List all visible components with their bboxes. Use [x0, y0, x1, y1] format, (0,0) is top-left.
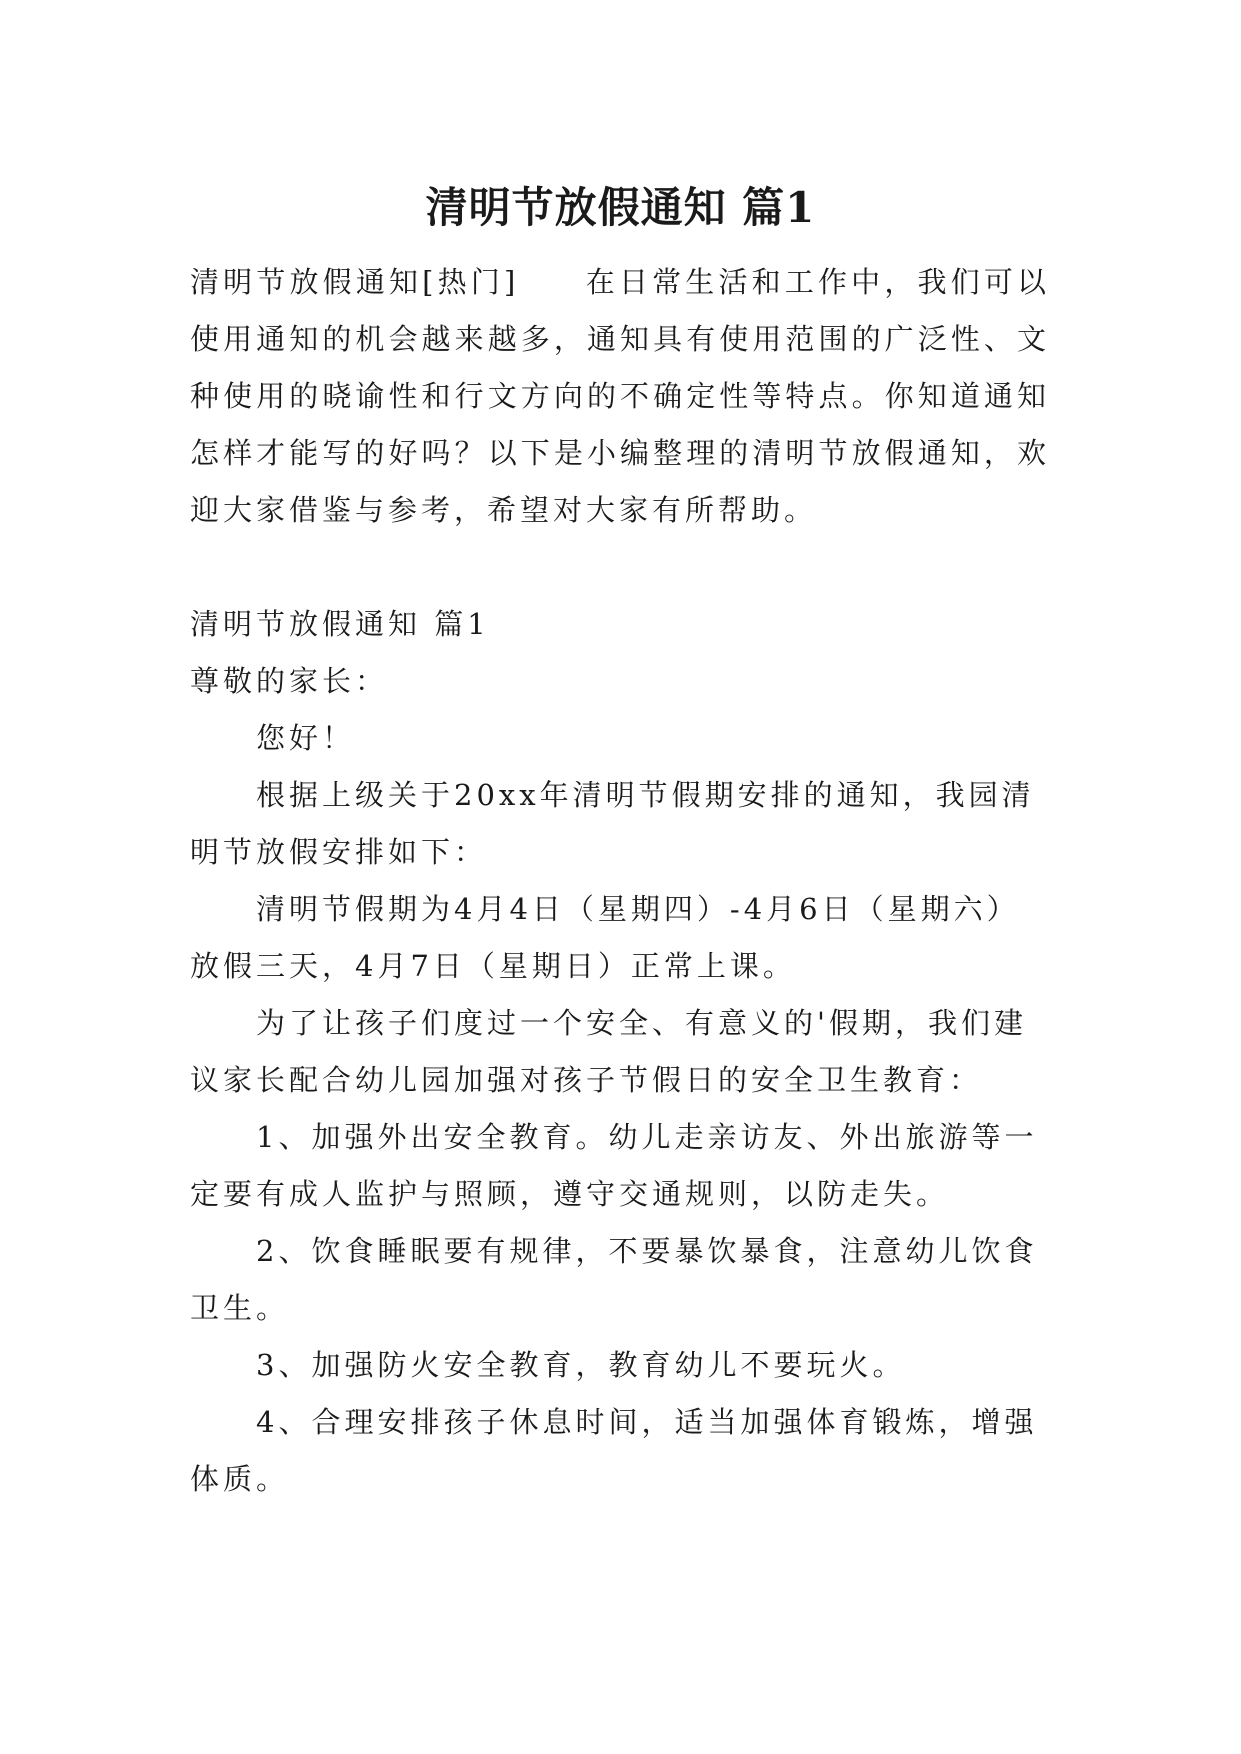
salutation: 尊敬的家长：	[190, 664, 389, 698]
section-heading: 清明节放假通知 篇1	[190, 607, 490, 641]
list-item: 1、加强外出安全教育。幼儿走亲访友、外出旅游等一定要有成人监护与照顾，遵守交通规则，以防走失。	[190, 1120, 1038, 1211]
document-body	[190, 254, 1050, 1508]
list-item: 2、饮食睡眠要有规律，不要暴饮暴食，注意幼儿饮食卫生。	[190, 1234, 1038, 1325]
greeting-paragraph: 您好！	[256, 721, 356, 755]
intro-paragraph: 清明节放假通知[热门] 在日常生活和工作中，我们可以使用通知的机会越来越多，通知具有使用范围的广泛性、文种使用的晓谕性和行文方向的不确定性等特点。你知道通知怎样才能写的好吗？以下是小编整理的清明节放假通知，欢迎大家借鉴与参考，希望对大家有所帮助。	[190, 265, 1050, 527]
document-title: 清明节放假通知 篇1	[425, 183, 816, 233]
body-paragraph: 清明节假期为4月4日（星期四）-4月6日（星期六）放假三天，4月7日（星期日）正常上课。	[190, 892, 1020, 983]
body-paragraph: 为了让孩子们度过一个安全、有意义的'假期，我们建议家长配合幼儿园加强对孩子节假日的安全卫生教育：	[190, 1006, 1027, 1097]
list-item: 3、加强防火安全教育，教育幼儿不要玩火。	[256, 1348, 906, 1382]
list-item: 4、合理安排孩子休息时间，适当加强体育锻炼，增强体质。	[190, 1405, 1038, 1496]
body-paragraph: 根据上级关于20xx年清明节假期安排的通知，我园清明节放假安排如下：	[190, 778, 1035, 869]
paragraph-spacer	[190, 539, 1050, 596]
